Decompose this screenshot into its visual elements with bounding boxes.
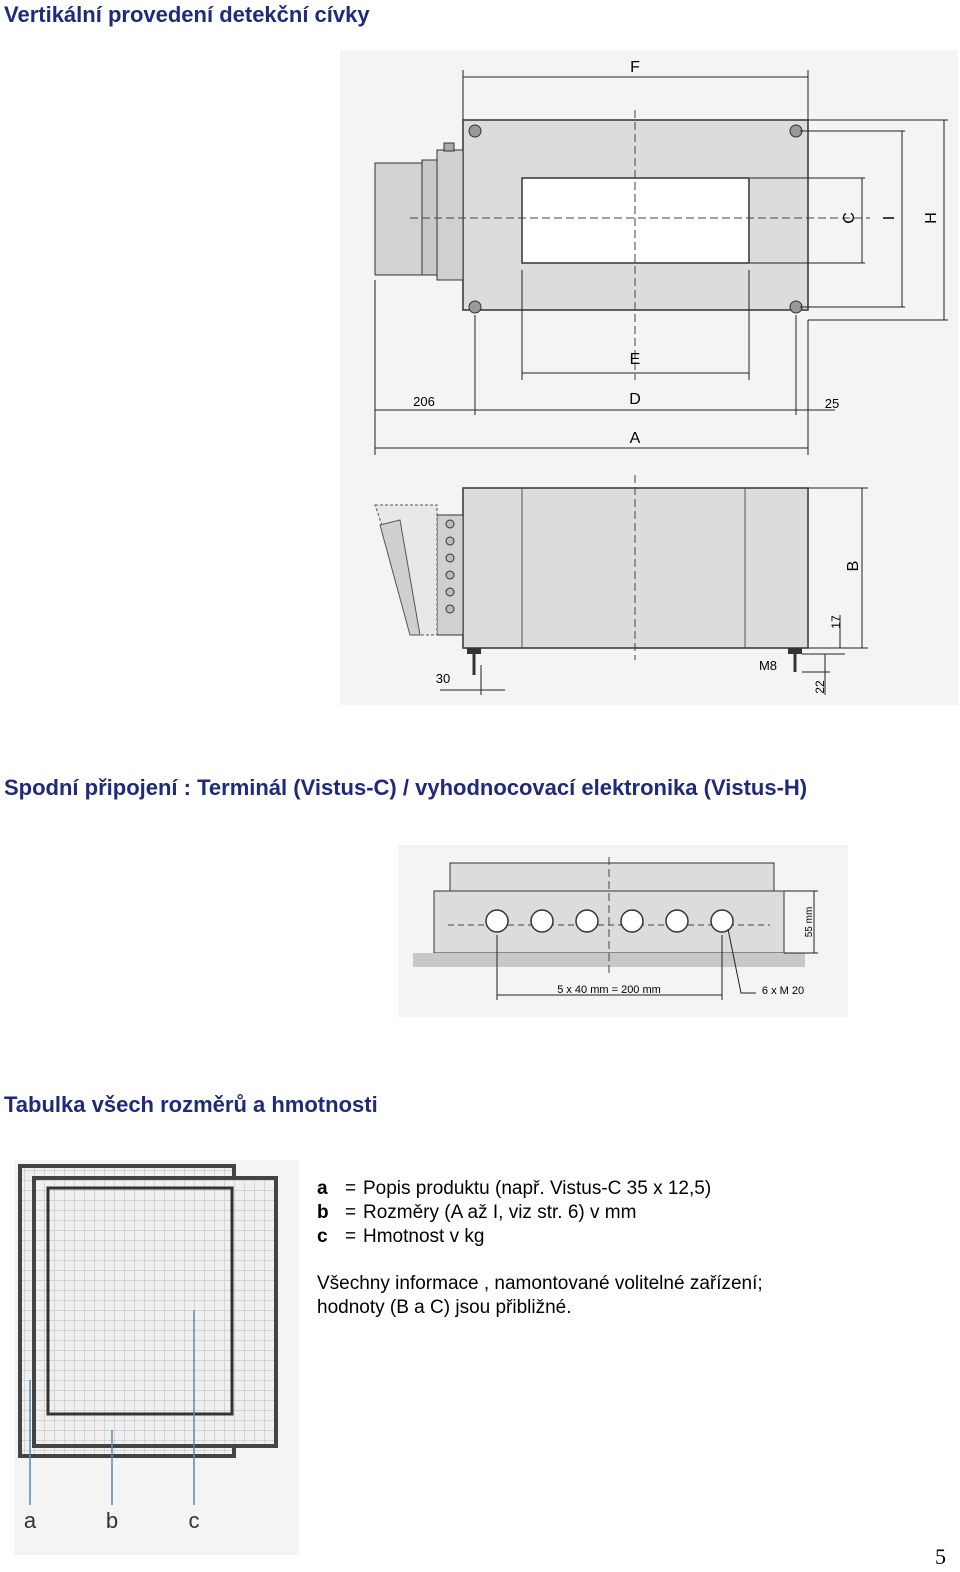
pitch-label: 5 x 40 mm = 200 mm — [557, 984, 661, 996]
label-B: B — [845, 560, 862, 572]
legend-key: a — [317, 1178, 328, 1199]
legend-key: c — [317, 1226, 328, 1247]
heading-bottom-connection: Spodní připojení : Terminál (Vistus-C) / vyhodnocovací elektronika (Vistus-H) — [4, 775, 808, 800]
label-I: I — [881, 215, 898, 221]
height-label: 55 mm — [804, 906, 815, 938]
dim-25: 25 — [824, 396, 840, 411]
label-F: F — [630, 59, 640, 76]
legend-row: c = Hmotnost v kg — [317, 1226, 485, 1247]
legend-text: Popis produktu (např. Vistus-C 35 x 12,5) — [363, 1178, 712, 1199]
label-D: D — [629, 391, 641, 408]
dim-206: 206 — [413, 394, 435, 409]
sheet-label-b: b — [105, 1508, 119, 1533]
legend-row: b = Rozměry (A až I, viz str. 6) v mm — [317, 1202, 637, 1223]
legend-text: Hmotnost v kg — [363, 1226, 485, 1247]
legend-key: b — [317, 1202, 329, 1223]
glands-label: 6 x M 20 — [761, 985, 805, 997]
sheet-label-a: a — [23, 1508, 37, 1533]
bottom-connection-drawing — [398, 845, 848, 1017]
label-A: A — [629, 430, 641, 447]
dim-22: 22 — [813, 680, 827, 694]
label-E: E — [629, 351, 641, 368]
dim-m8: M8 — [758, 658, 778, 673]
heading-vertical: Vertikální provedení detekční cívky — [4, 2, 370, 27]
note-line-2: hodnoty (B a C) jsou přibližné. — [317, 1297, 572, 1318]
label-H: H — [923, 212, 940, 224]
sheet-label-c: c — [188, 1508, 200, 1533]
page-number: 5 — [935, 1544, 946, 1569]
dimension-drawing-vertical — [340, 50, 958, 705]
legend — [317, 1177, 711, 1249]
dim-17: 17 — [829, 615, 843, 629]
legend-row: a = Popis produktu (např. Vistus-C 35 x 12,5) — [317, 1178, 712, 1199]
heading-table: Tabulka všech rozměrů a hmotnosti — [4, 1092, 378, 1117]
note-line-1: Všechny informace , namontované volitelné zařízení; — [317, 1273, 763, 1294]
legend-text: Rozměry (A až I, viz str. 6) v mm — [363, 1202, 637, 1223]
label-C: C — [841, 212, 858, 224]
label-sheet-drawing — [14, 1160, 299, 1555]
note — [317, 1272, 763, 1320]
dim-30: 30 — [435, 671, 451, 686]
